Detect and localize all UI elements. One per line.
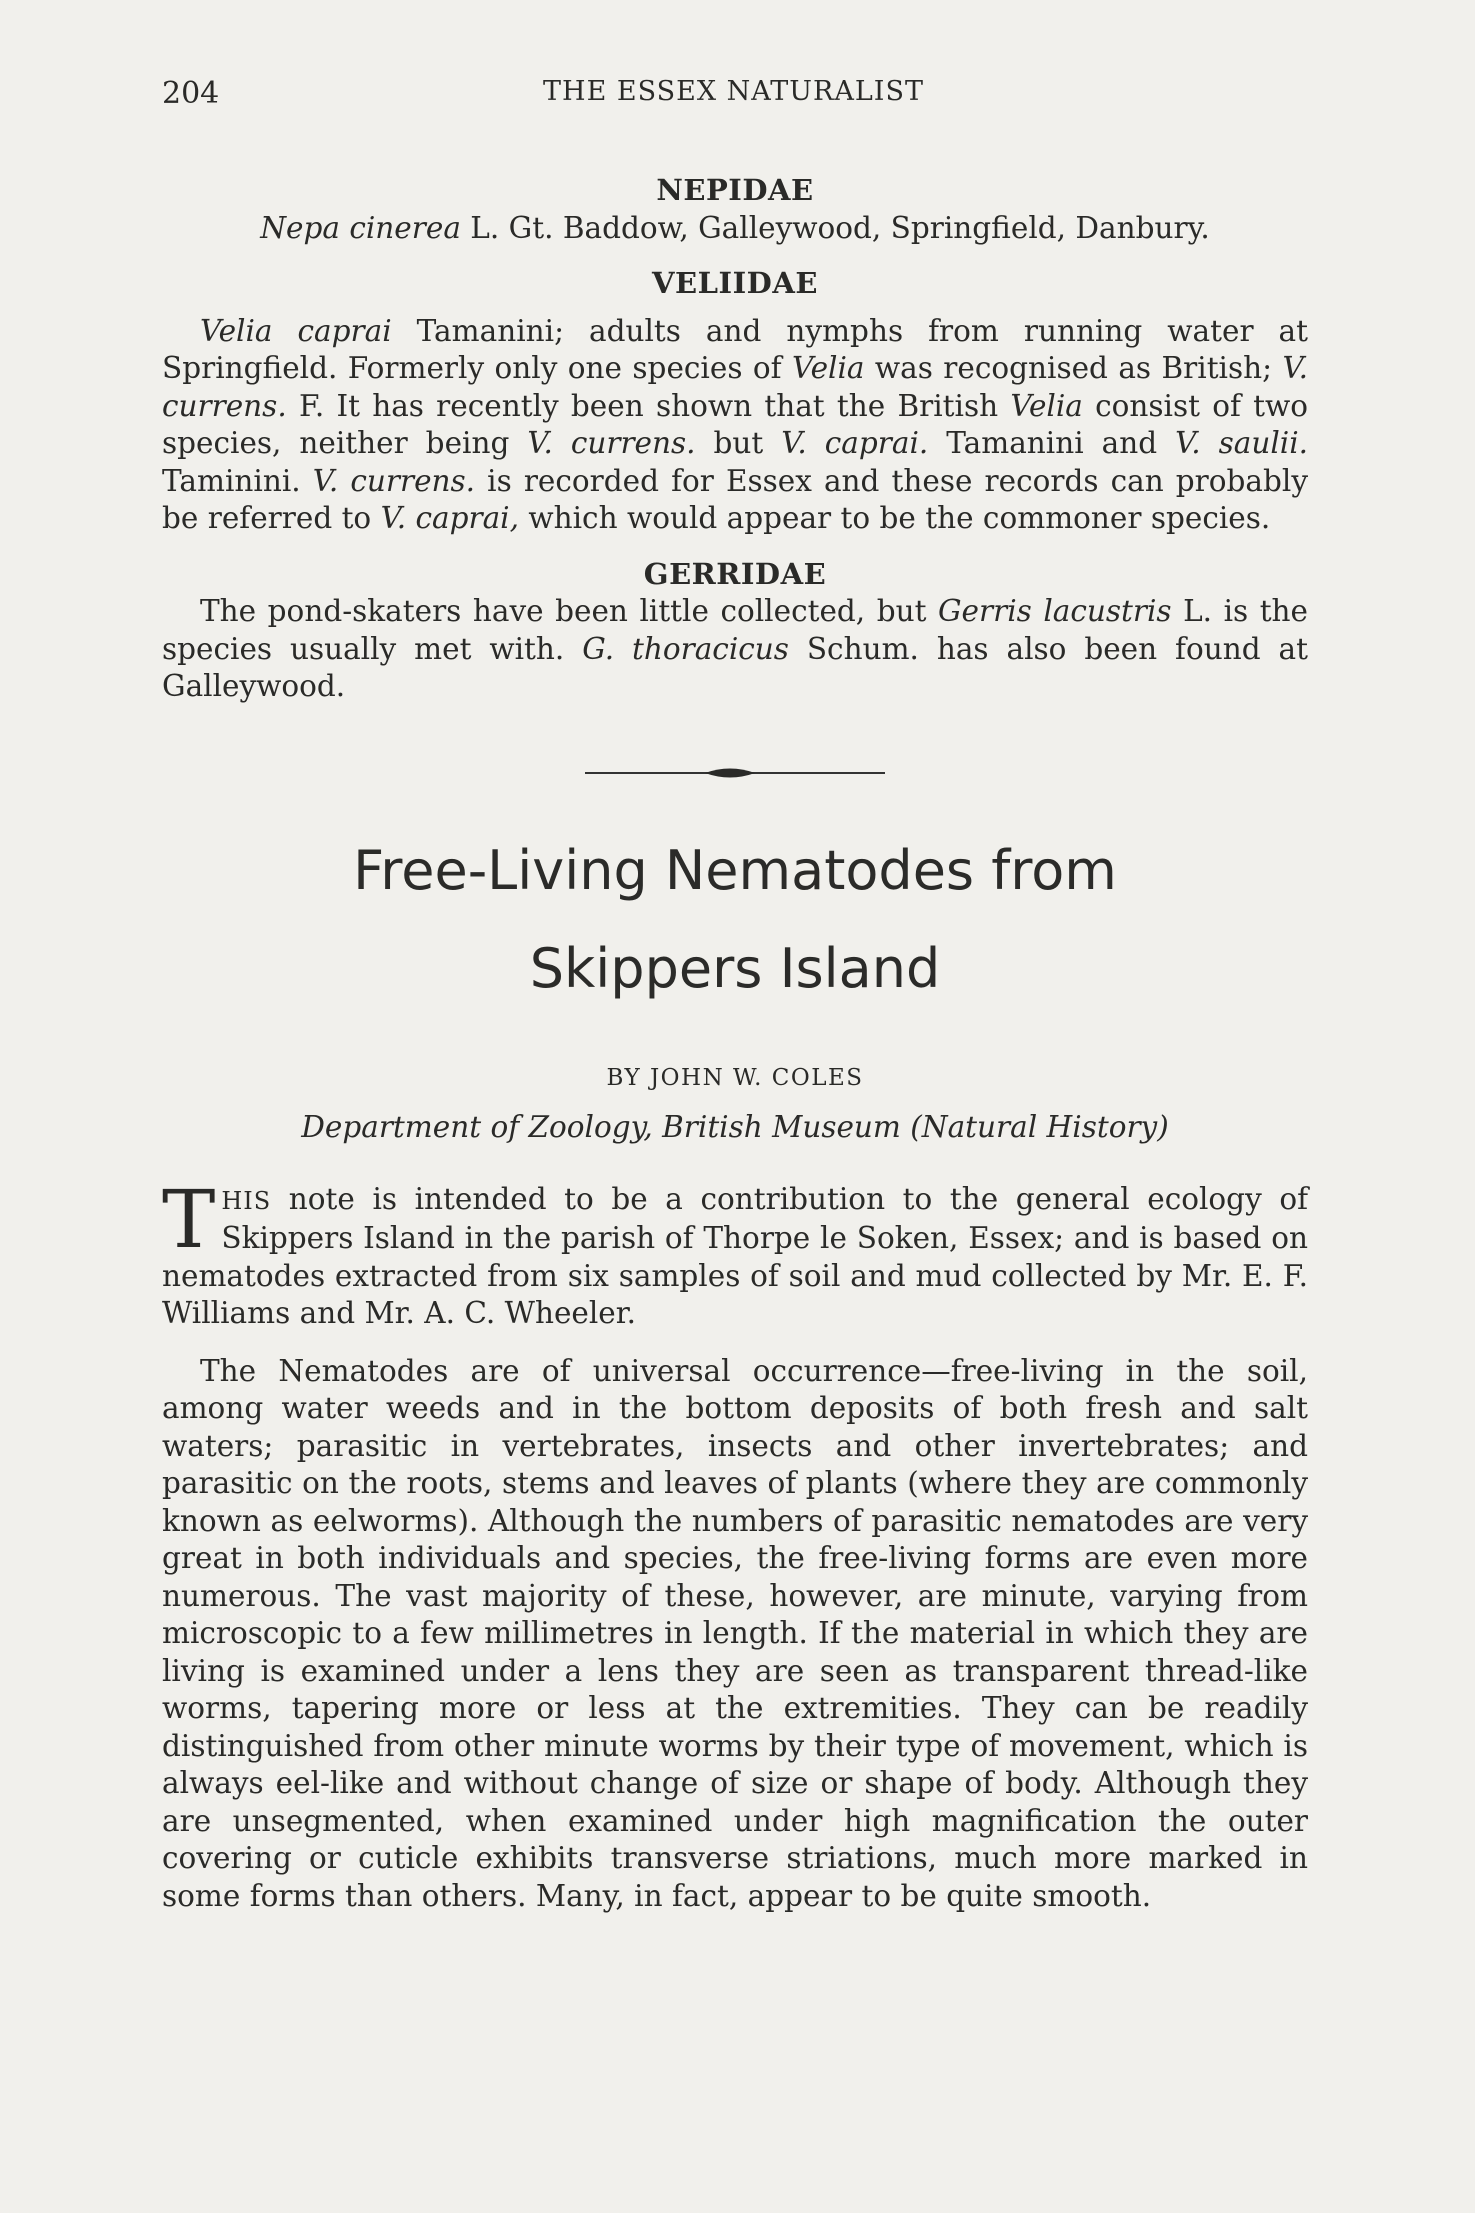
gerridae-paragraph [162,593,1308,706]
page-number: 204 [162,76,220,111]
article-affiliation: Department of Zoology, British Museum (Natural History) [301,1110,1169,1144]
text-run: Tamanini; adults and nymphs from running water at Springfield. Formerly only one species of [162,313,1308,385]
divider-rule-icon [585,758,885,788]
italic-taxon: Velia [791,351,865,385]
italic-taxon: V. caprai. [781,426,929,460]
nepidae-species: Nepa cinerea [260,210,461,245]
italic-taxon: Velia [1010,388,1083,423]
article-title-line-2: Skippers Island [529,936,941,1000]
article-paragraph-2: The Nematodes are of universal occurrence—free-living in the soil, among water weeds and in the bottom deposits of both fresh and salt waters; parasitic in vertebrates, insects and other invertebrates; and parasitic on the roots, stems and leaves of plants (where they are commonly known as eelworms). Although the numbers of parasitic nematodes are very great in both individuals and species, the free-living forms are even more numerous. The vast majority of these, however, are minute, varying from microscopic to a few millimetres in length. If the material in which they are living is examined under a lens they are seen as transparent thread-like worms, tapering more or less at the extremities. They can be readily distinguished from other minute worms by their type of movement, which is always eel-like and without change of size or shape of body. Although they are unsegmented, when examined under high magnification the outer covering or cuticle exhibits transverse striations, much more marked in some forms than others. Many, in fact, appear to be quite smooth. [162,1353,1308,1913]
text-run: but [695,426,782,460]
italic-taxon: G. thoracicus [582,631,789,666]
italic-taxon: V. currens. [527,426,696,460]
italic-taxon: V. caprai, [380,501,519,535]
gerridae-heading: GERRIDAE [643,556,827,591]
text-run: Taminini. [162,463,313,498]
italic-taxon: V. currens. [312,463,476,498]
text-run: The pond-skaters have been little collected, but [200,594,938,628]
nepidae-entry [162,210,1308,248]
text-run: L. is the species usually met with. [162,594,1309,666]
paragraph-1-text: note is intended to be a contribution to the general ecology of Skippers Island in the parish of Thorpe le Soken, Essex; and is based on nematodes extracted from six samples of soil and mud collected by Mr. E. F. Williams and Mr. A. C. Wheeler. [162,1181,1308,1330]
veliidae-heading: VELIIDAE [652,266,818,300]
text-run: is recorded for Essex and these records can probably be referred to [162,463,1309,535]
italic-taxon: V. saulii. [1175,426,1309,460]
text-run: F. It has recently been shown that the British [286,388,1011,423]
italic-taxon: Velia caprai [200,313,392,348]
article-title [162,822,1308,1018]
journal-title: THE ESSEX NATURALIST [543,76,924,107]
article-paragraph-1 [162,1172,1308,1333]
italic-taxon: Gerris lacustris [937,594,1172,628]
article-byline: BY JOHN W. COLES [606,1064,864,1091]
running-head [162,76,1305,116]
text-run: Schum. has also been found at Galleywood. [162,631,1308,703]
article-title-line-1: Free-Living Nematodes from [353,838,1117,902]
lead-small-caps: HIS [221,1186,272,1215]
veliidae-paragraph [162,313,1308,538]
nepidae-heading: NEPIDAE [656,173,814,207]
drop-cap: T [162,1172,216,1266]
text-run: which would appear to be the commoner species. [518,501,1271,535]
italic-taxon: V. currens. [162,351,1308,423]
text-run: was recognised as British; [864,351,1283,385]
nepidae-localities: L. Gt. Baddow, Galleywood, Springfield, Danbury. [460,210,1210,245]
text-run: Tamanini and [928,426,1176,460]
section-divider-ornament [162,758,1308,788]
text-run: consist of two species, neither being [162,388,1308,460]
page-body [162,172,1308,1915]
